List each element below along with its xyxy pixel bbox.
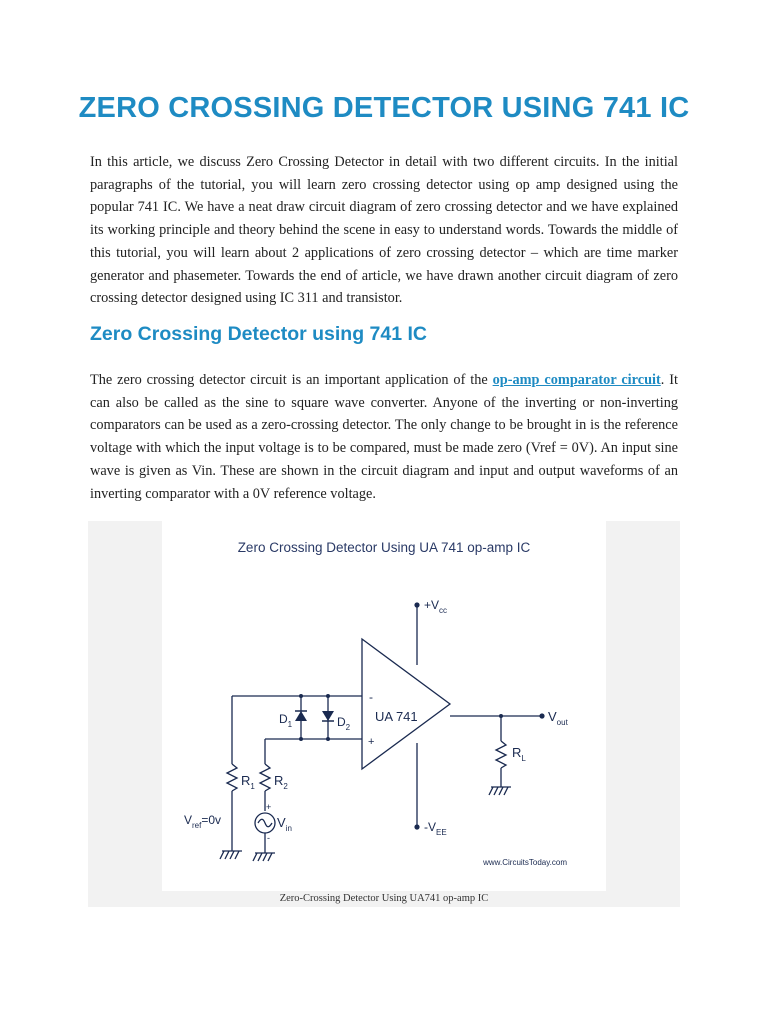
circuit-diagram-image [162, 521, 606, 891]
vcc-label: $+V_{cc}$ [424, 598, 448, 615]
resistor-r1 [227, 764, 237, 791]
opamp-symbol [362, 639, 450, 769]
intro-paragraph: In this article, we discuss Zero Crossing Detector in detail with two different circuits. In the initial paragraphs of the tutorial, you will learn zero crossing detector using op amp designed using the popular 741 IC. We have a neat draw circuit diagram of zero crossing detector and we have explained its working principle and theory behind the scene in easy to understand words. Towards the middle of this tutorial, you will learn about 2 applications of zero crossing detector – which are time marker generator and phasemeter. Towards the end of article, we have drawn another circuit diagram of zero crossing detector designed using IC 311 and transistor. [90, 154, 678, 307]
circuit-diagram [162, 521, 606, 891]
diagram-title: Zero Crossing Detector Using UA 741 op-amp IC [237, 540, 531, 555]
noninverting-sign: + [368, 736, 375, 748]
opamp-label: UA 741 [375, 709, 418, 724]
vin-label: $V_{in}$ [277, 815, 292, 833]
figure-caption: Zero-Crossing Detector Using UA741 op-amp IC [279, 893, 489, 904]
page-title: ZERO CROSSING DETECTOR USING 741 IC [78, 92, 690, 124]
section-paragraph [90, 369, 678, 505]
source-minus: - [267, 833, 270, 843]
section-heading: Zero Crossing Detector using 741 IC [90, 323, 427, 345]
vout-label: $V_{out}$ [548, 709, 568, 727]
resistor-r2 [260, 764, 270, 791]
r1-label: $R_1$ [241, 773, 255, 791]
diode-d2 [322, 711, 334, 721]
d2-label: $D_2$ [337, 715, 351, 732]
watermark: www.CircuitsToday.com [483, 858, 567, 867]
inverting-sign: - [369, 690, 373, 704]
paragraph-text-after-link: . It can also be called as the sine to square wave converter. Anyone of the inverting or non-inverting comparators can be used as a zero-crossing detector. The only change to be brought in is the reference voltage with which the input voltage is to be compared, must be made zero (Vref = 0V). An input sine wave is given as Vin. These are shown in the circuit diagram and input and output waveforms of an inverting comparator with a 0V reference voltage. [90, 372, 678, 502]
d1-label: $D_1$ [279, 712, 293, 729]
vref-label: $V_{ref}=0v$ [184, 813, 222, 830]
paragraph-text-before-link: The zero crossing detector circuit is an important application of the [90, 372, 493, 388]
source-plus: + [266, 802, 272, 812]
diode-d1 [295, 711, 307, 721]
vee-label: $-V_{EE}$ [424, 820, 447, 837]
resistor-rl [496, 741, 506, 768]
rl-label: $R_L$ [512, 745, 526, 763]
figure [88, 521, 680, 907]
r2-label: $R_2$ [274, 773, 288, 791]
op-amp-comparator-link[interactable]: op-amp comparator circuit [492, 372, 661, 388]
